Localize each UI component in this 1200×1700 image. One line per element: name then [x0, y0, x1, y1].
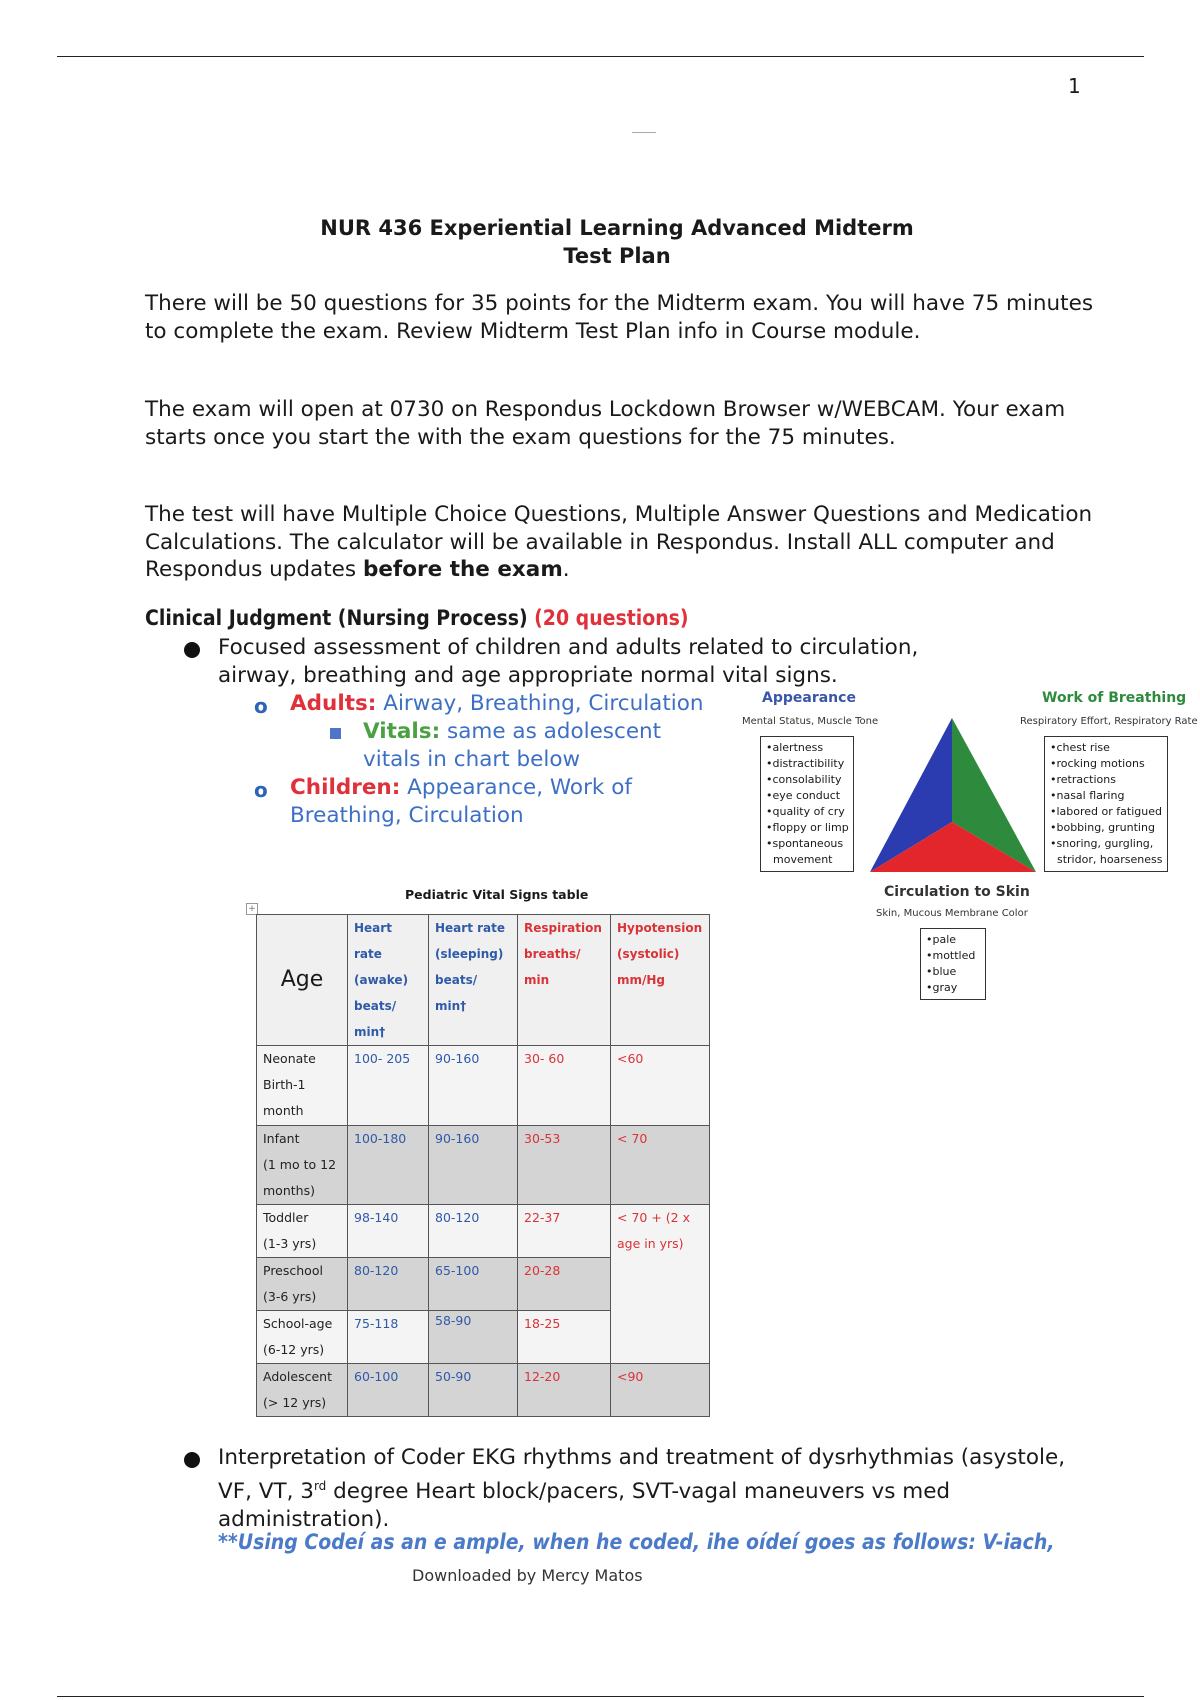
row-hr-sleep: 90-160	[429, 1046, 518, 1126]
row-hypotension: <60	[611, 1046, 710, 1126]
list-item: •quality of cry	[766, 805, 845, 818]
work-list	[1044, 736, 1168, 872]
title-line-2: Test Plan	[563, 244, 671, 268]
download-attribution: Downloaded by Mercy Matos	[412, 1566, 643, 1585]
list-item: •labored or fatigued	[1050, 805, 1162, 818]
list-item: •pale	[926, 933, 957, 946]
section-title: Clinical Judgment (Nursing Process)	[145, 606, 528, 630]
vital-signs-table	[256, 914, 710, 1417]
row-age: Infant (1 mo to 12 months)	[257, 1126, 348, 1205]
bottom-rule	[57, 1696, 1144, 1697]
row-hr-awake: 75-118	[348, 1311, 429, 1364]
table-row	[257, 1364, 710, 1417]
sub-bullet-marker: o	[254, 778, 268, 802]
triangle-appearance-label: Appearance	[762, 690, 856, 706]
row-age: School-age (6-12 yrs)	[257, 1311, 348, 1364]
row-hr-awake: 100- 205	[348, 1046, 429, 1126]
list-item: •spontaneous	[766, 837, 844, 850]
top-rule	[57, 56, 1144, 57]
table-row	[257, 1205, 710, 1258]
table-row	[257, 1126, 710, 1205]
row-hr-awake: 80-120	[348, 1258, 429, 1311]
row-hr-sleep: 50-90	[429, 1364, 518, 1417]
sub-bullet-marker: o	[254, 694, 268, 718]
list-item: •bobbing, grunting	[1050, 821, 1155, 834]
header-respiration: Respiration breaths/ min	[518, 915, 611, 1046]
table-anchor-icon: +	[246, 903, 258, 915]
list-item: •floppy or limp	[766, 821, 849, 834]
vitals-item	[363, 718, 693, 774]
triangle-circulation-label: Circulation to Skin	[884, 884, 1030, 900]
exam-info-paragraph: There will be 50 questions for 35 points for the Midterm exam. You will have 75 minutes to complete the exam. Review Midterm Test Plan info in Course module.	[145, 291, 1094, 344]
row-respiration: 12-20	[518, 1364, 611, 1417]
row-hr-awake: 60-100	[348, 1364, 429, 1417]
coder-example-line: **Using Codeí as an e ample, when he coded, ihe oídeí goes as follows: V-iach,	[218, 1530, 1055, 1554]
list-item: •consolability	[766, 773, 842, 786]
row-hypotension: < 70	[611, 1126, 710, 1205]
pediatric-assessment-triangle	[868, 714, 1038, 874]
row-respiration: 30-53	[518, 1126, 611, 1205]
list-item: •eye conduct	[766, 789, 841, 802]
row-age: Neonate Birth-1 month	[257, 1046, 348, 1126]
ekg-text-a: Interpretation of Coder EKG rhythms and treatment of dysrhythmias (asystole, VF, VT, 3	[218, 1445, 1066, 1505]
triangle-appearance-sub: Mental Status, Muscle Tone	[742, 716, 879, 727]
list-item: •gray	[926, 981, 958, 994]
section-heading	[145, 606, 689, 630]
ekg-text-b: degree Heart block/pacers, SVT-vagal maneuvers vs med administration).	[218, 1479, 951, 1533]
triangle-circulation-sub: Skin, Mucous Membrane Color	[876, 908, 1028, 919]
row-age: Adolescent (> 12 yrs)	[257, 1364, 348, 1417]
test-format-emphasis: before the exam	[362, 557, 563, 582]
children-item	[290, 774, 690, 830]
circulation-list	[920, 928, 986, 1000]
header-age: Age	[257, 915, 348, 1046]
row-hr-sleep: 80-120	[429, 1205, 518, 1258]
adults-item	[290, 690, 704, 718]
list-item: •chest rise	[1050, 741, 1110, 754]
list-item: •nasal flaring	[1050, 789, 1125, 802]
list-item: •blue	[926, 965, 957, 978]
square-bullet-icon	[330, 728, 341, 739]
row-respiration: 18-25	[518, 1311, 611, 1364]
triangle-work-label: Work of Breathing	[1042, 690, 1187, 706]
row-respiration: 22-37	[518, 1205, 611, 1258]
row-respiration: 30- 60	[518, 1046, 611, 1126]
section-count: (20 questions)	[534, 606, 689, 630]
children-label: Children:	[290, 775, 401, 800]
header-dash	[632, 132, 656, 133]
list-item: •distractibility	[766, 757, 845, 770]
bullet-dot-icon	[184, 1452, 200, 1468]
test-format-text: The test will have Multiple Choice Questions, Multiple Answer Questions and Medication Calculations. The calculator will be available in Respondus. Install ALL computer and Respondus updates	[145, 502, 1093, 582]
row-hr-awake: 98-140	[348, 1205, 429, 1258]
bullet-dot-icon	[184, 642, 200, 658]
triangle-work-sub: Respiratory Effort, Respiratory Rate	[1020, 716, 1198, 727]
adults-label: Adults:	[290, 691, 377, 716]
list-item: •alertness	[766, 741, 824, 754]
row-hr-sleep: 90-160	[429, 1126, 518, 1205]
row-hr-sleep: 58-90	[429, 1311, 518, 1364]
row-hypotension: <90	[611, 1364, 710, 1417]
row-respiration: 20-28	[518, 1258, 611, 1311]
table-title: Pediatric Vital Signs table	[405, 887, 589, 902]
children-text: Appearance, Work of Breathing, Circulation	[290, 775, 632, 828]
header-hypotension: Hypotension (systolic) mm/Hg	[611, 915, 710, 1046]
list-item: •rocking motions	[1050, 757, 1145, 770]
row-hypotension: < 70 + (2 x age in yrs)	[611, 1205, 710, 1364]
test-format-period: .	[562, 557, 570, 582]
list-item: stridor, hoarseness	[1050, 853, 1163, 866]
appearance-list	[760, 736, 854, 872]
vitals-label: Vitals:	[363, 719, 441, 744]
bullet-focused-assessment: Focused assessment of children and adults related to circulation, airway, breathing and age appropriate normal vital signs.	[218, 635, 919, 688]
vitals-text: same as adolescent vitals in chart below	[363, 719, 662, 772]
list-item: movement	[766, 853, 833, 866]
list-item: •retractions	[1050, 773, 1116, 786]
header-hr-awake: Heart rate (awake) beats/ min†	[348, 915, 429, 1046]
list-item: •snoring, gurgling,	[1050, 837, 1154, 850]
bullet-ekg-interpretation	[218, 1444, 1098, 1534]
table-row	[257, 1046, 710, 1126]
header-hr-sleep: Heart rate (sleeping) beats/ min†	[429, 915, 518, 1046]
row-age: Preschool (3-6 yrs)	[257, 1258, 348, 1311]
test-format-paragraph	[145, 501, 1105, 584]
adults-text: Airway, Breathing, Circulation	[383, 691, 704, 716]
exam-open-paragraph: The exam will open at 0730 on Respondus Lockdown Browser w/WEBCAM. Your exam starts once you start the with the exam questions for the 75 minutes.	[145, 397, 1066, 450]
ekg-superscript: rd	[313, 1479, 327, 1493]
row-hr-sleep: 65-100	[429, 1258, 518, 1311]
page-title	[145, 214, 1089, 270]
title-line-1: NUR 436 Experiential Learning Advanced Midterm	[320, 216, 914, 240]
row-age: Toddler (1-3 yrs)	[257, 1205, 348, 1258]
list-item: •mottled	[926, 949, 976, 962]
row-hr-awake: 100-180	[348, 1126, 429, 1205]
page-number: 1	[1068, 74, 1081, 98]
